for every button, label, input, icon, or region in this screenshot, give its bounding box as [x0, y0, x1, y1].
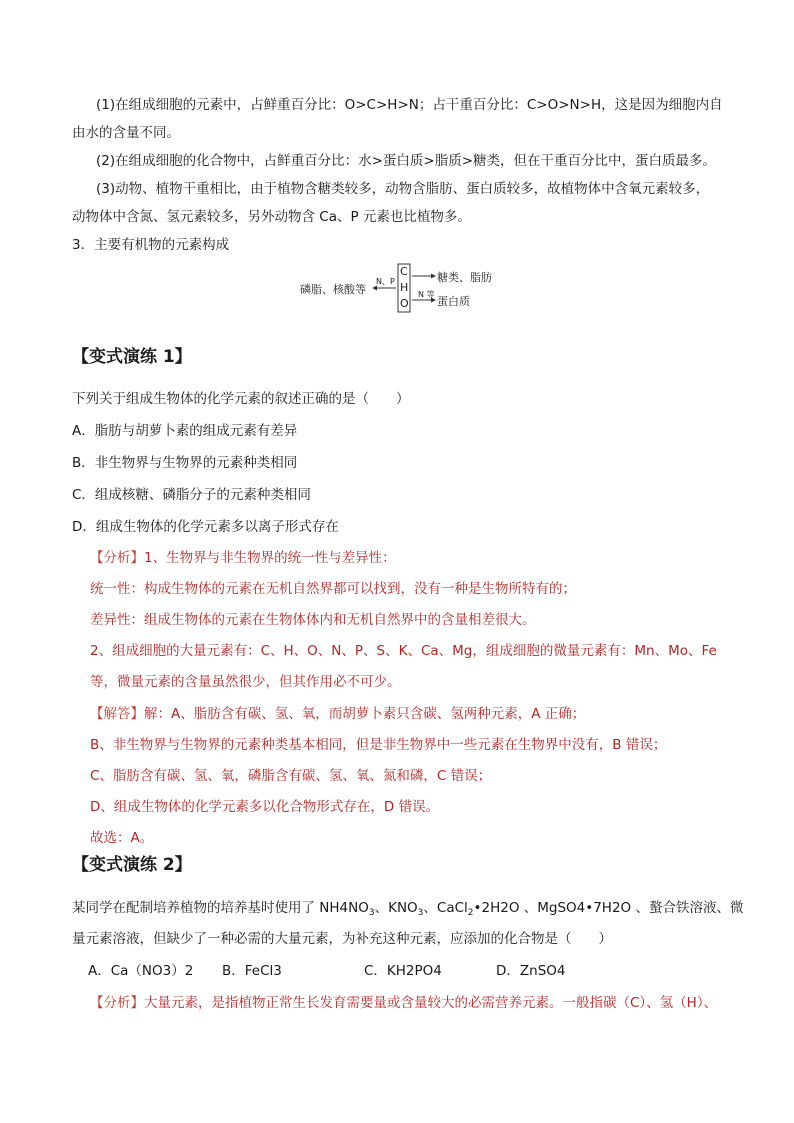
- analysis-tag: 【分析】: [90, 550, 144, 566]
- exercise-2-heading: 【变式演练 2】: [72, 855, 192, 875]
- diagram-np-label: N、P: [376, 277, 395, 286]
- exercise-1-difference: 差异性：组成生物体的元素在生物体体内和无机自然界中的含量相差很大。: [90, 612, 536, 628]
- exercise-1-option-d: D．组成生物体的化学元素多以离子形式存在: [72, 519, 339, 535]
- analysis-text: 1、生物界与非生物界的统一性与差异性：: [144, 550, 396, 566]
- exercise-2-option-d: D．ZnSO4: [496, 963, 566, 979]
- q-text-3: 、CaCl: [423, 900, 468, 916]
- intro-paragraph-3-line-2: 动物体中含氮、氢元素较多，另外动物含 Ca、P 元素也比植物多。: [72, 209, 471, 225]
- diagram-phospholipid-label: 磷脂、核酸等: [300, 283, 366, 296]
- exercise-1-answer-c: C、脂肪含有碳、氢、氧，磷脂含有碳、氢、氧、氮和磷，C 错误；: [90, 768, 492, 784]
- exercise-1-choose: 故选：A。: [90, 830, 154, 846]
- exercise-1-unity: 统一性：构成生物体的元素在无机自然界都可以找到，没有一种是生物所特有的；: [90, 581, 576, 597]
- exercise-1-option-c: C．组成核糖、磷脂分子的元素种类相同: [72, 487, 311, 503]
- carb-arrowhead: [431, 274, 436, 279]
- exercise-1-analysis-line-1: [90, 548, 396, 568]
- exercise-1-question: 下列关于组成生物体的化学元素的叙述正确的是（ ）: [72, 391, 410, 407]
- intro-paragraph-1-line-2: 由水的含量不同。: [72, 125, 180, 141]
- exercise-1-answer-a: [90, 704, 585, 724]
- q-text-4: •2H2O 、MgSO4•7H2O 、螯合铁溶液、微: [473, 900, 744, 916]
- section-3-title: 3．主要有机物的元素构成: [72, 237, 230, 253]
- exercise-2-option-b: B．FeCl3: [222, 963, 282, 979]
- exercise-2-option-c: C．KH2PO4: [364, 963, 442, 979]
- diagram-carb-fat-label: 糖类、脂肪: [437, 271, 492, 284]
- exercise-2-analysis: [90, 993, 717, 1013]
- exercise-1-answer-d: D、组成生物体的化学元素多以化合物形式存在，D 错误。: [90, 799, 440, 815]
- q-sub-2: 3: [417, 908, 424, 918]
- exercise-1-analysis-2-line-1: 2、组成细胞的大量元素有：C、H、O、N、P、S、K、Ca、Mg，组成细胞的微量元素有：Mn、Mo、Fe: [90, 643, 717, 659]
- diagram-n-label: N 等: [418, 290, 435, 299]
- element-composition-diagram: [300, 262, 500, 316]
- exercise-2-question-line-1: [72, 898, 743, 923]
- intro-paragraph-1-line-1: (1)在组成细胞的元素中，占鲜重百分比：O>C>H>N；占干重百分比：C>O>N>H，这是因为细胞内自: [96, 97, 723, 113]
- diagram-c: C: [400, 265, 408, 278]
- diagram-h: H: [400, 281, 409, 294]
- q-sub-3: 2: [467, 908, 474, 918]
- diagram-o: O: [400, 297, 409, 310]
- q-text-1: 某同学在配制培养植物的培养基时使用了 NH4NO: [72, 900, 369, 916]
- q-text-2: 、KNO: [374, 900, 418, 916]
- exercise-1-heading: 【变式演练 1】: [72, 347, 192, 367]
- intro-paragraph-2: (2)在组成细胞的化合物中，占鲜重百分比：水>蛋白质>脂质>糖类，但在干重百分比中，蛋白质最多。: [96, 153, 717, 169]
- exercise-1-analysis-2-line-2: 等，微量元素的含量虽然很少，但其作用必不可少。: [90, 674, 401, 690]
- exercise-1-answer-b: B、非生物界与生物界的元素种类基本相同，但是非生物界中一些元素在生物界中没有，B 错误；: [90, 737, 667, 753]
- diagram-protein-label: 蛋白质: [437, 295, 470, 308]
- analysis-tag-2: 【分析】: [90, 995, 144, 1011]
- analysis-text-2: 大量元素，是指植物正常生长发育需要量或含量较大的必需营养元素。一般指碳（C）、氢（H）、: [144, 995, 718, 1011]
- q-sub-1: 3: [368, 908, 375, 918]
- exercise-1-option-a: A．脂肪与胡萝卜素的组成元素有差异: [72, 423, 298, 439]
- answer-text: 解：A、脂肪含有碳、氢、氧，而胡萝卜素只含碳、氢两种元素，A 正确；: [144, 706, 586, 722]
- exercise-1-option-b: B．非生物界与生物界的元素种类相同: [72, 455, 298, 471]
- answer-tag: 【解答】: [90, 706, 144, 722]
- exercise-2-question-line-2: 量元素溶液，但缺少了一种必需的大量元素，为补充这种元素，应添加的化合物是（ ）: [72, 931, 612, 947]
- intro-paragraph-3-line-1: (3)动物、植物干重相比，由于植物含糖类较多，动物含脂肪、蛋白质较多，故植物体中含氧元素较多，: [96, 181, 710, 197]
- exercise-2-option-a: A．Ca（NO3）2: [88, 963, 194, 979]
